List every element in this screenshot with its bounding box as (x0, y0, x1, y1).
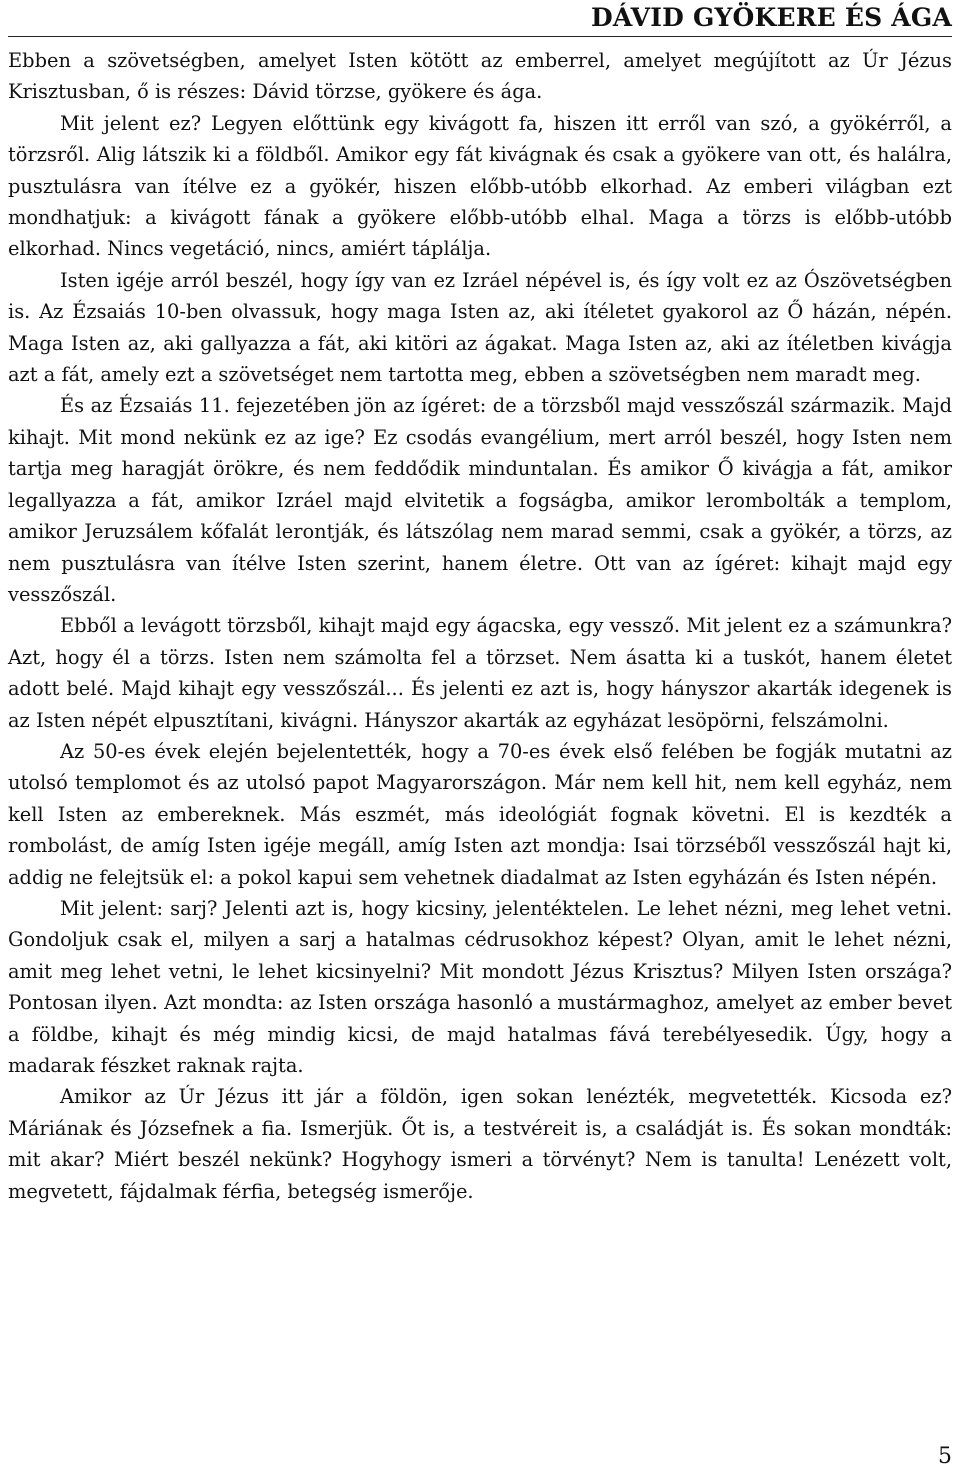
paragraph-4: És az Ézsaiás 11. fejezetében jön az ígéret: de a törzsből majd vesszőszál származik. Majd kihajt. Mit mond nekünk ez az ige? Ez csodás evangélium, mert arról beszél, hogy Isten nem tartja meg haragját örökre, és nem feddődik minduntalan. És amikor Ő kivágja a fát, amikor legallyazza a fát, amikor Izráel majd elvitetik a fogságba, amikor lerombolták a templom, amikor Jeruzsálem kőfalát lerontják, és látszólag nem marad semmi, csak a gyökér, a törzs, az nem pusztulásra van ítélve Isten szerint, hanem életre. Ott van az ígéret: kihajt majd egy vesszőszál. (8, 394, 952, 606)
paragraph-6: Az 50-es évek elején bejelentették, hogy a 70-es évek első felében be fogják mutatni az utolsó templomot és az utolsó papot Magyarországon. Már nem kell hit, nem kell egyház, nem kell Isten az embereknek. Más eszmét, más ideológiát fognak követni. El is kezdték a rombolást, de amíg Isten igéje megáll, amíg Isten azt mondja: Isai törzséből vesszőszál hajt ki, addig ne felejtsük el: a pokol kapui sem vehetnek diadalmat az Isten egyházán és Isten népén. (8, 739, 952, 889)
text-body (8, 45, 952, 1207)
page-number: 5 (938, 1444, 952, 1469)
paragraph-7: Mit jelent: sarj? Jelenti azt is, hogy kicsiny, jelentéktelen. Le lehet nézni, meg lehet vetni. Gondoljuk csak el, milyen a sarj a hatalmas cédrusokhoz képest? Olyan, amit le lehet nézni, amit meg lehet vetni, le lehet kicsinyelni? Mit mondott Jézus Krisztus? Milyen Isten országa? Pontosan ilyen. Azt mondta: az Isten országa hasonló a mustármaghoz, amelyet az ember bevet a földbe, kihajt és még mindig kicsi, de majd hatalmas fává terebélyesedik. Úgy, hogy a madarak fészket raknak rajta. (8, 896, 952, 1077)
paragraph-1: Ebben a szövetségben, amelyet Isten kötött az emberrel, amelyet megújított az Úr Jézus Krisztusban, ő is részes: Dávid törzse, gyökere és ága. (8, 49, 952, 104)
running-header (8, 4, 952, 37)
paragraph-8: Amikor az Úr Jézus itt jár a földön, igen sokan lenézték, megvetették. Kicsoda ez? Máriának és Józsefnek a fia. Ismerjük. Őt is, a testvéreit is, a családját is. És sokan mondták: mit akar? Miért beszél nekünk? Hogyhogy ismeri a törvényt? Nem is tanulta! Lenézett volt, megvetett, fájdalmak férfia, betegség ismerője. (8, 1085, 952, 1203)
paragraph-3: Isten igéje arról beszél, hogy így van ez Izráel népével is, és így volt ez az Ószövetségben is. Az Ézsaiás 10-ben olvassuk, hogy maga Isten az, aki ítéletet gyakorol az Ő házán, népén. Maga Isten az, aki gallyazza a fát, aki kitöri az ágakat. Maga Isten az, aki az ítéletben kivágja azt a fát, amely ezt a szövetséget nem tartotta meg, ebben a szövetségben nem maradt meg. (8, 268, 952, 387)
paragraph-5: Ebből a levágott törzsből, kihajt majd egy ágacska, egy vessző. Mit jelent ez a számunkra? Azt, hogy él a törzs. Isten nem számolta fel a törzset. Nem ásatta ki a tuskót, hanem életet adott belé. Majd kihajt egy vesszőszál... És jelenti ez azt is, hogy hányszor akarták idegenek is az Isten népét elpusztítani, kivágni. Hányszor akarták az egyházat lesöpörni, felszámolni. (8, 614, 952, 732)
paragraph-2: Mit jelent ez? Legyen előttünk egy kivágott fa, hiszen itt erről van szó, a gyökérről, a törzsről. Alig látszik ki a földből. Amikor egy fát kivágnak és csak a gyökere van ott, és halálra, pusztulásra van ítélve ez a gyökér, hiszen előbb-utóbb elkorhad. Az emberi világban ezt mondhatjuk: a kivágott fának a gyökere előbb-utóbb elhal. Maga a törzs is előbb-utóbb elkorhad. Nincs vegetáció, nincs, amiért táplálja. (8, 111, 952, 261)
chapter-title: DÁVID GYÖKERE ÉS ÁGA (591, 3, 952, 32)
